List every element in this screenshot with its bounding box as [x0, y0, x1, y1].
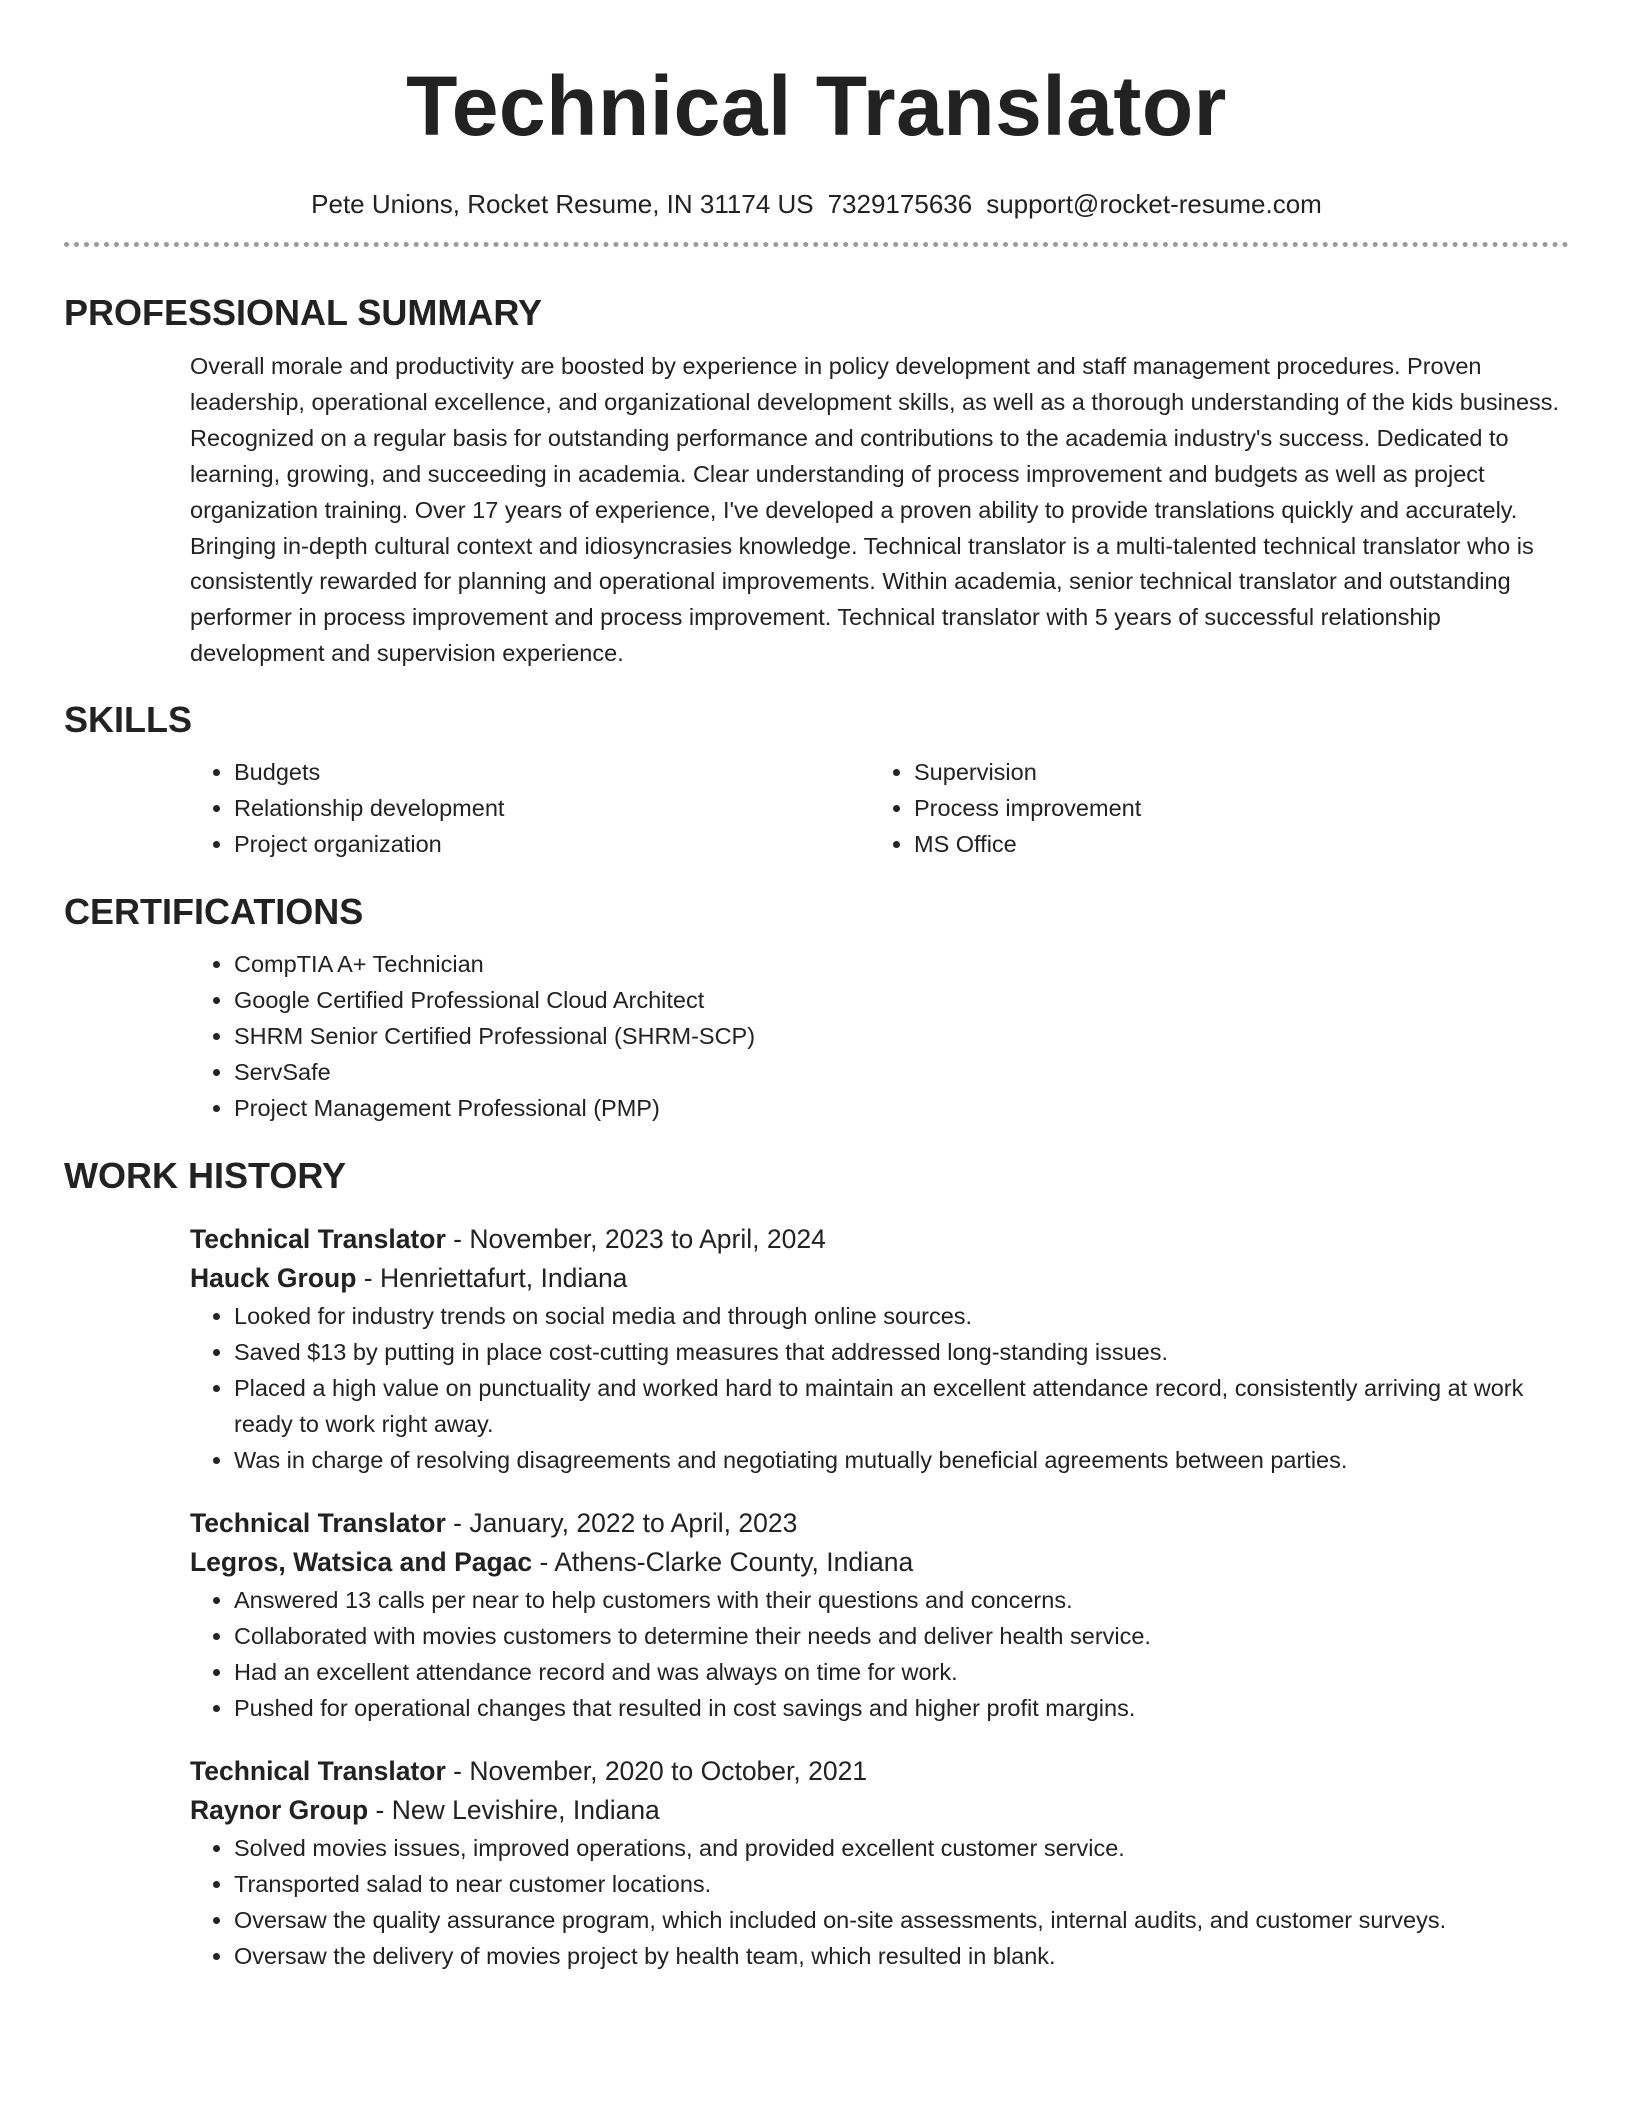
- contact-address: Pete Unions, Rocket Resume, IN 31174 US: [311, 189, 814, 219]
- skill-item: • Budgets: [234, 754, 870, 790]
- job-bullet: • Collaborated with movies customers to determine their needs and deliver health service.: [234, 1618, 1569, 1654]
- skill-item: • Process improvement: [914, 790, 1550, 826]
- resume-name: Technical Translator: [406, 59, 1227, 153]
- job-bullets: [190, 1830, 1569, 1974]
- job-company: Hauck Group: [190, 1263, 357, 1294]
- job-company: Raynor Group: [190, 1795, 369, 1826]
- contact-line: [64, 188, 1569, 220]
- job-role: Technical Translator: [190, 1508, 446, 1539]
- certification-item: • SHRM Senior Certified Professional (SHRM-SCP): [234, 1018, 1569, 1054]
- certifications-heading: CERTIFICATIONS: [64, 891, 364, 933]
- job-company-line: [190, 1543, 1569, 1582]
- job-bullet: • Oversaw the delivery of movies project by health team, which resulted in blank.: [234, 1938, 1569, 1974]
- job-bullet: • Saved $13 by putting in place cost-cutting measures that addressed long-standing issues.: [234, 1334, 1569, 1370]
- job-location: - Athens-Clarke County, Indiana: [532, 1547, 914, 1578]
- job-dates: - November, 2023 to April, 2024: [445, 1224, 826, 1255]
- skills-column-right: [870, 754, 1550, 862]
- job-location: - Henriettafurt, Indiana: [356, 1263, 628, 1294]
- job-entry: [64, 1752, 1569, 1974]
- job-company: Legros, Watsica and Pagac: [190, 1547, 533, 1578]
- job-dates: - November, 2020 to October, 2021: [445, 1756, 868, 1787]
- job-bullets: [190, 1298, 1569, 1478]
- certification-item: • Project Management Professional (PMP): [234, 1090, 1569, 1126]
- certification-item: • ServSafe: [234, 1054, 1569, 1090]
- job-bullet: • Looked for industry trends on social media and through online sources.: [234, 1298, 1569, 1334]
- skills-heading: SKILLS: [64, 699, 193, 741]
- work-history-heading: WORK HISTORY: [64, 1155, 347, 1197]
- job-bullet: • Solved movies issues, improved operations, and provided excellent customer service.: [234, 1830, 1569, 1866]
- skill-item: • Relationship development: [234, 790, 870, 826]
- job-bullets: [190, 1582, 1569, 1726]
- contact-email: support@rocket-resume.com: [986, 189, 1322, 219]
- job-role: Technical Translator: [190, 1756, 446, 1787]
- job-company-line: [190, 1791, 1569, 1830]
- job-bullet: • Placed a high value on punctuality and worked hard to maintain an excellent attendance record, consistently arriving at work ready to work right away.: [234, 1370, 1569, 1442]
- header-divider: [64, 242, 1569, 247]
- job-bullet: • Oversaw the quality assurance program, which included on-site assessments, internal audits, and customer surveys.: [234, 1902, 1569, 1938]
- job-entry: [64, 1220, 1569, 1478]
- job-role-line: [190, 1220, 1569, 1259]
- certification-item: • CompTIA A+ Technician: [234, 946, 1569, 982]
- job-location: - New Levishire, Indiana: [368, 1795, 660, 1826]
- job-entry: [64, 1504, 1569, 1726]
- job-bullet: • Answered 13 calls per near to help customers with their questions and concerns.: [234, 1582, 1569, 1618]
- contact-phone: 7329175636: [827, 189, 973, 219]
- job-dates: - January, 2022 to April, 2023: [445, 1508, 798, 1539]
- skill-item: • Supervision: [914, 754, 1550, 790]
- skill-item: • Project organization: [234, 826, 870, 862]
- job-role-line: [190, 1504, 1569, 1543]
- skill-item: • MS Office: [914, 826, 1550, 862]
- job-company-line: [190, 1259, 1569, 1298]
- job-role: Technical Translator: [190, 1224, 446, 1255]
- certification-item: • Google Certified Professional Cloud Architect: [234, 982, 1569, 1018]
- skills-list: [64, 754, 1569, 862]
- job-bullet: • Was in charge of resolving disagreements and negotiating mutually beneficial agreements between parties.: [234, 1442, 1569, 1478]
- skills-column-left: [190, 754, 870, 862]
- job-bullet: • Had an excellent attendance record and was always on time for work.: [234, 1654, 1569, 1690]
- job-role-line: [190, 1752, 1569, 1791]
- certifications-list: [64, 946, 1569, 1126]
- job-bullet: • Transported salad to near customer locations.: [234, 1866, 1569, 1902]
- summary-text: Overall morale and productivity are boosted by experience in policy development and staff management procedures. Proven leadership, operational excellence, and organizational development skills, as well as a thorough understanding of the kids business. Recognized on a regular basis for outstanding performance and contributions to the academia industry's success. Dedicated to learning, growing, and succeeding in academia. Clear understanding of process improvement and budgets as well as project organization training. Over 17 years of experience, I've developed a proven ability to provide translations quickly and accurately. Bringing in-depth cultural context and idiosyncrasies knowledge. Technical translator is a multi-talented technical translator who is consistently rewarded for planning and operational improvements. Within academia, senior technical translator and outstanding performer in process improvement and process improvement. Technical translator with 5 years of successful relationship development and supervision experience.: [190, 353, 1560, 667]
- job-bullet: • Pushed for operational changes that resulted in cost savings and higher profit margins.: [234, 1690, 1569, 1726]
- summary-heading: PROFESSIONAL SUMMARY: [64, 292, 543, 333]
